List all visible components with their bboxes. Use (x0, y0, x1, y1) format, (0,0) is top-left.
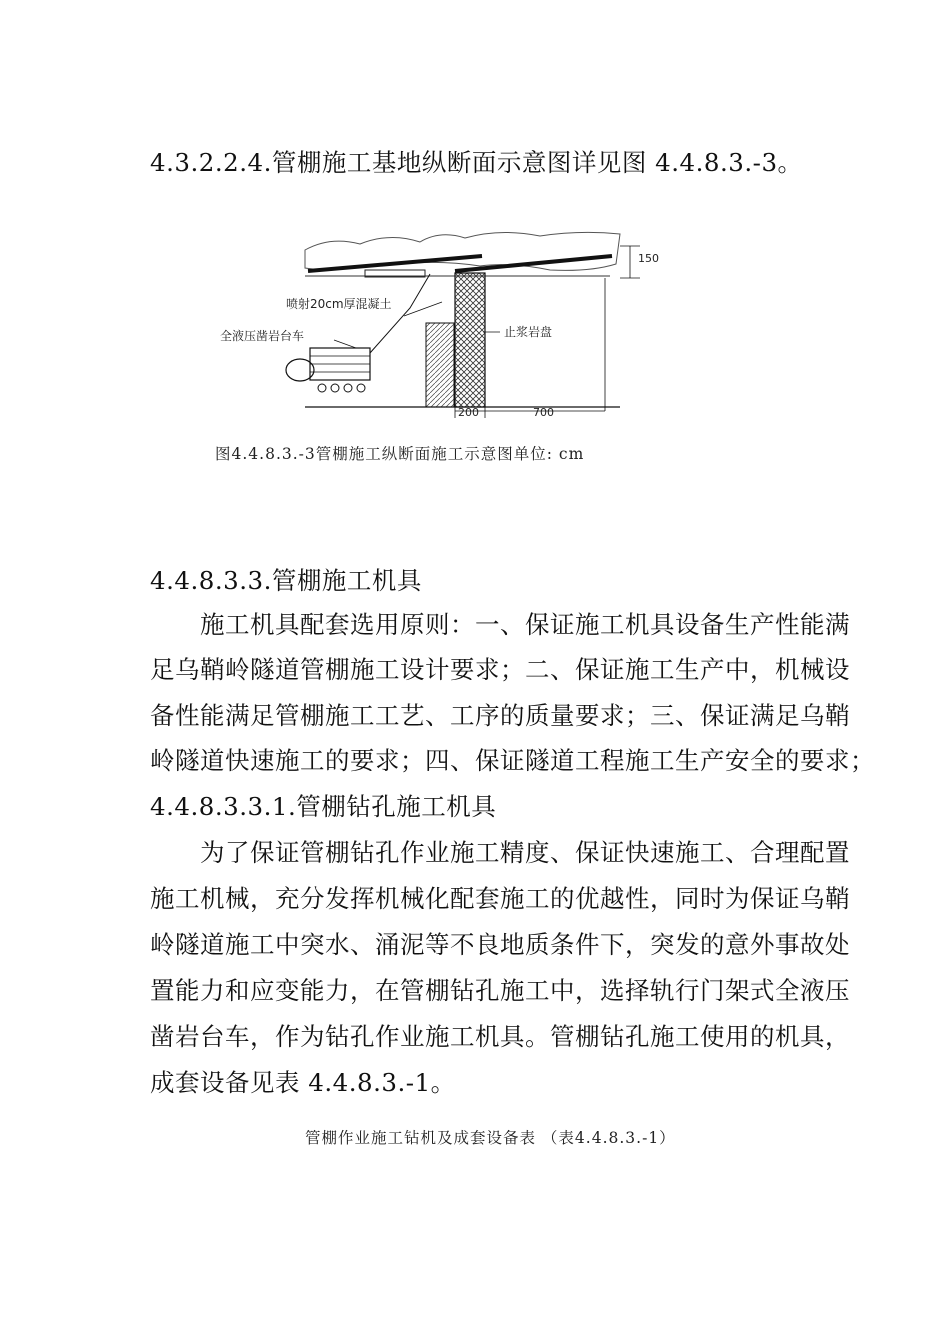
paragraph-2-line-3: 岭隧道施工中突水、涌泥等不良地质条件下，突发的意外事故处 (150, 930, 850, 959)
section-heading-drill-equipment: 4.4.8.3.3.1.管棚钻孔施工机具 (150, 792, 497, 821)
paragraph-2-line-4: 置能力和应变能力，在管棚钻孔施工中，选择轨行门架式全液压 (150, 976, 850, 1005)
paragraph-1-line-2: 足乌鞘岭隧道管棚施工设计要求；二、保证施工生产中，机械设 (150, 655, 850, 684)
section-heading-equipment: 4.4.8.3.3.管棚施工机具 (150, 566, 422, 595)
paragraph-2-line-6: 成套设备见表 4.4.8.3.-1。 (150, 1068, 456, 1097)
paragraph-2-line-5: 凿岩台车，作为钻孔作业施工机具。管棚钻孔施工使用的机具， (150, 1022, 850, 1051)
section-heading-figure-ref: 4.3.2.2.4.管棚施工基地纵断面示意图详见图 4.4.8.3.-3。 (150, 148, 803, 177)
shotcrete-wall (426, 323, 454, 407)
tunnel-section-diagram (220, 228, 690, 433)
dim-150-label: 150 (638, 252, 659, 265)
label-grout-rock: 止浆岩盘 (504, 325, 553, 339)
dim-200-label: 200 (458, 406, 479, 419)
paragraph-1-line-4: 岭隧道快速施工的要求；四、保证隧道工程施工生产安全的要求； (150, 746, 875, 775)
table-caption: 管棚作业施工钻机及成套设备表 （表4.4.8.3.-1） (305, 1129, 676, 1147)
figure-caption: 图4.4.8.3.-3管棚施工纵断面施工示意图单位: cm (215, 445, 585, 463)
paragraph-1-line-3: 备性能满足管棚施工工艺、工序的质量要求；三、保证满足乌鞘 (150, 701, 850, 730)
label-shotcrete: 喷射20cm厚混凝土 (286, 297, 392, 311)
dim-700-label: 700 (533, 406, 554, 419)
diagram-svg (220, 228, 690, 433)
drill-rig-boom (370, 274, 430, 353)
rock-outline (305, 232, 620, 270)
label-drill-rig: 全液压凿岩台车 (220, 329, 305, 343)
paragraph-2-line-2: 施工机械，充分发挥机械化配套施工的优越性，同时为保证乌鞘 (150, 884, 850, 913)
paragraph-1-line-1: 施工机具配套选用原则：一、保证施工机具设备生产性能满 (200, 610, 850, 639)
grout-rock-disk (455, 273, 485, 407)
paragraph-2-line-1: 为了保证管棚钻孔作业施工精度、保证快速施工、合理配置 (200, 838, 850, 867)
